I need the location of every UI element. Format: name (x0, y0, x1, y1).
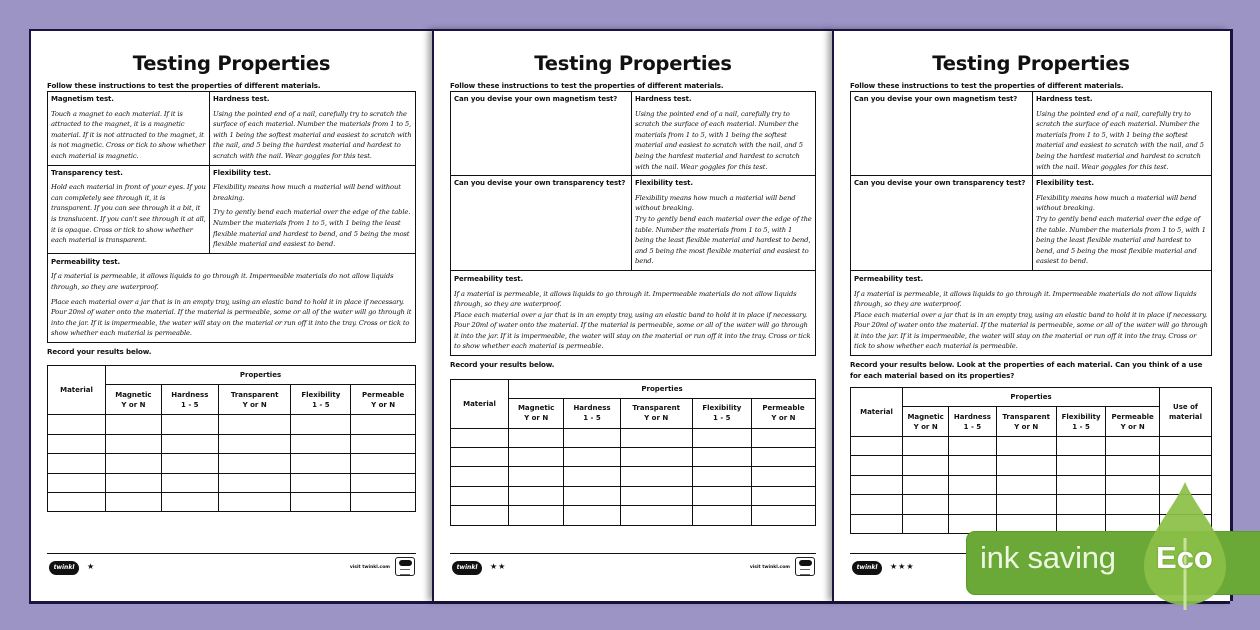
magnetism-heading: Can you devise your own magnetism test? (454, 95, 618, 103)
column-header-hardness: Hardness 1 - 5 (564, 398, 620, 428)
intro-text: Follow these instructions to test the properties of different materials. (850, 81, 1124, 90)
permeability-body-2: Place each material over a jar that is in an empty tray, using an elastic band to hold it in place if necessary. Pour 20ml of water onto the material. If the material is permeable, some or all of the water will go through it into the jar. If it is impermeable, the water will stay on the material or run off it into the tray. Cross or tick to show whether each material is permeable. (51, 297, 412, 338)
permeability-cell (451, 271, 815, 355)
permeability-body-2: Place each material over a jar that is in an empty tray, using an elastic band to hold it in place if necessary. Pour 20ml of water onto the material. If the material is permeable, some or all of the water will go through it into the jar. If it is impermeable, the water will stay on the material or run off it into the tray. Cross or tick to show whether each material is permeable. (854, 310, 1208, 351)
visit-link: visit twinkl.com (349, 565, 390, 570)
flexibility-heading: Flexibility test. (635, 179, 693, 188)
transparency-heading: Can you devise your own transparency test? (454, 179, 626, 188)
flexibility-cell (1033, 176, 1211, 270)
column-header-transparent: Transparent Y or N (996, 407, 1056, 437)
page-title: Testing Properties (534, 52, 732, 75)
page-title: Testing Properties (132, 52, 331, 75)
permeability-body-2: Place each material over a jar that is in an empty tray, using an elastic band to hold it in place if necessary. Pour 20ml of water onto the material. If the material is permeable, some or all of the water will go through it into the jar. If it is impermeable, the water will stay on the material or run off it into the tray. Cross or tick to show whether each material is permeable. (454, 310, 811, 351)
permeability-body-1: If a material is permeable, it allows liquids to go through it. Impermeable materials do not allow liquids through, so they are waterproof. (454, 289, 797, 309)
flexibility-cell (632, 176, 815, 270)
permeability-cell (48, 254, 415, 342)
transparency-body: Hold each material in front of your eyes. If you can completely see through it, it is transparent. If you can see through it a bit, it is translucent. If you can't see through it at all, it is opaque. Cross or tick to show whether each material is transparent. (51, 183, 206, 245)
magnetism-cell (851, 92, 1033, 175)
page-footer (450, 553, 816, 579)
column-header-magnetic: Magnetic Y or N (903, 407, 949, 437)
transparency-cell (851, 176, 1033, 270)
magnetism-heading: Can you devise your own magnetism test? (854, 95, 1018, 103)
flexibility-cell (210, 166, 415, 253)
magnetism-cell (48, 92, 210, 165)
column-header-permeable: Permeable Y or N (351, 385, 416, 415)
column-header-permeable: Permeable Y or N (1106, 407, 1160, 437)
transparency-cell (48, 166, 210, 253)
material-header: Material (851, 388, 903, 437)
table-row (451, 428, 816, 447)
table-row (48, 492, 416, 511)
column-header-flexibility: Flexibility 1 - 5 (1056, 407, 1106, 437)
table-row (48, 415, 416, 434)
magnetism-body: Touch a magnet to each material. If it is attracted to the magnet, it is a magnetic material. If it is not attracted to the magnet, it is not magnetic. Cross or tick to show whether each material is magnetic. (51, 109, 206, 160)
column-header-hardness: Hardness 1 - 5 (161, 385, 218, 415)
visit-link: visit twinkl.com (749, 565, 790, 570)
transparency-cell (451, 176, 632, 270)
table-row (48, 473, 416, 492)
worksheet-page-2 (432, 29, 834, 601)
flexibility-heading: Flexibility test. (1036, 179, 1094, 188)
table-row (851, 437, 1212, 456)
properties-header: Properties (903, 388, 1160, 407)
properties-header: Properties (106, 366, 416, 385)
magnetism-cell (451, 92, 632, 175)
tests-box (850, 91, 1212, 356)
table-row (48, 434, 416, 453)
permeability-heading: Permeability test. (454, 274, 524, 283)
flexibility-body-1: Flexibility means how much a material will bend without breaking. (1036, 193, 1197, 213)
permeability-body-1: If a material is permeable, it allows liquids to go through it. Impermeable materials do not allow liquids through, so they are waterproof. (854, 289, 1197, 309)
difficulty-stars: ★★★ (890, 562, 915, 571)
tests-box (47, 91, 416, 343)
record-instruction: Record your results below. (450, 360, 555, 370)
hardness-heading: Hardness test. (213, 95, 270, 103)
transparency-heading: Can you devise your own transparency test? (854, 179, 1026, 188)
hardness-cell (210, 92, 415, 165)
use-of-material-header: Use of material (1160, 388, 1212, 437)
twinkl-logo: twinkl (852, 561, 882, 575)
table-row (851, 456, 1212, 475)
hardness-heading: Hardness test. (1036, 95, 1093, 103)
flexibility-body-2: Try to gently bend each material over the edge of the table. Number the materials from 1 to 5, with 1 being the least flexible material and hardest to bend, and 5 being the most flexible material and easiest to bend. (1036, 214, 1206, 266)
flexibility-body-2: Try to gently bend each material over the edge of the table. Number the materials from 1 to 5, with 1 being the least flexible material and hardest to bend, and 5 being the most flexible material and easiest to bend. (213, 208, 411, 249)
material-header: Material (451, 379, 509, 428)
quality-badge-icon (395, 557, 415, 576)
hardness-body: Using the pointed end of a nail, carefully try to scratch the surface of each material. Number the materials from 1 to 5, with 1 being the softest material and easiest to scratch with the nail, and 5 being the hardest material and hardest to scratch with the nail. Wear goggles for this test. (635, 109, 803, 171)
intro-text: Follow these instructions to test the properties of different materials. (450, 81, 724, 90)
hardness-body: Using the pointed end of a nail, carefully try to scratch the surface of each material. Number the materials from 1 to 5, with 1 being the softest material and easiest to scratch with the nail, and 5 being the hardest material and hardest to scratch with the nail. Wear goggles for this test. (1036, 109, 1204, 171)
hardness-heading: Hardness test. (635, 95, 692, 103)
hardness-cell (1033, 92, 1211, 175)
column-header-permeable: Permeable Y or N (751, 398, 815, 428)
flexibility-body-1: Flexibility means how much a material will bend without breaking. (213, 183, 401, 202)
intro-text: Follow these instructions to test the properties of different materials. (47, 81, 321, 90)
column-header-magnetic: Magnetic Y or N (106, 385, 162, 415)
flexibility-heading: Flexibility test. (213, 168, 271, 177)
permeability-heading: Permeability test. (854, 274, 924, 283)
magnetism-heading: Magnetism test. (51, 95, 114, 103)
table-row (451, 447, 816, 466)
material-header: Material (48, 366, 106, 415)
permeability-body-1: If a material is permeable, it allows liquids to go through it. Impermeable materials do not allow liquids through, so they are waterproof. (51, 272, 394, 291)
table-row (451, 467, 816, 486)
properties-header: Properties (509, 379, 816, 398)
page-title: Testing Properties (932, 52, 1130, 75)
column-header-transparent: Transparent Y or N (218, 385, 291, 415)
table-row (48, 454, 416, 473)
transparency-heading: Transparency test. (51, 168, 123, 177)
tests-box (450, 91, 816, 356)
results-table (450, 379, 816, 526)
table-row (451, 486, 816, 505)
flexibility-body-1: Flexibility means how much a material will bend without breaking. (635, 193, 796, 213)
permeability-heading: Permeability test. (51, 257, 121, 266)
quality-badge-icon (795, 557, 815, 576)
hardness-body: Using the pointed end of a nail, carefully try to scratch the surface of each material. Number the materials from 1 to 5, with 1 being the softest material and easiest to scratch with the nail, and 5 being the hardest material and hardest to scratch with the nail. Wear goggles for this test. (213, 109, 412, 160)
twinkl-logo: twinkl (49, 561, 79, 575)
eco-label: Eco (1156, 540, 1213, 575)
flexibility-body-2: Try to gently bend each material over the edge of the table. Number the materials from 1 to 5, with 1 being the least flexible material and hardest to bend, and 5 being the most flexible material and easiest to bend. (635, 214, 812, 266)
results-table (47, 365, 416, 512)
difficulty-stars: ★ (87, 562, 96, 571)
permeability-cell (851, 271, 1211, 355)
column-header-magnetic: Magnetic Y or N (509, 398, 564, 428)
page-footer (47, 553, 416, 579)
worksheet-page-1 (29, 29, 434, 601)
twinkl-logo: twinkl (452, 561, 482, 575)
ink-saving-label: ink saving (980, 540, 1116, 575)
hardness-cell (632, 92, 815, 175)
column-header-transparent: Transparent Y or N (620, 398, 692, 428)
record-instruction: Record your results below. Look at the properties of each material. Can you think of a use for each material based on its properties? (850, 360, 1203, 380)
column-header-flexibility: Flexibility 1 - 5 (291, 385, 351, 415)
difficulty-stars: ★★ (490, 562, 507, 571)
column-header-flexibility: Flexibility 1 - 5 (692, 398, 751, 428)
table-row (451, 506, 816, 525)
record-instruction: Record your results below. (47, 346, 152, 356)
column-header-hardness: Hardness 1 - 5 (949, 407, 996, 437)
